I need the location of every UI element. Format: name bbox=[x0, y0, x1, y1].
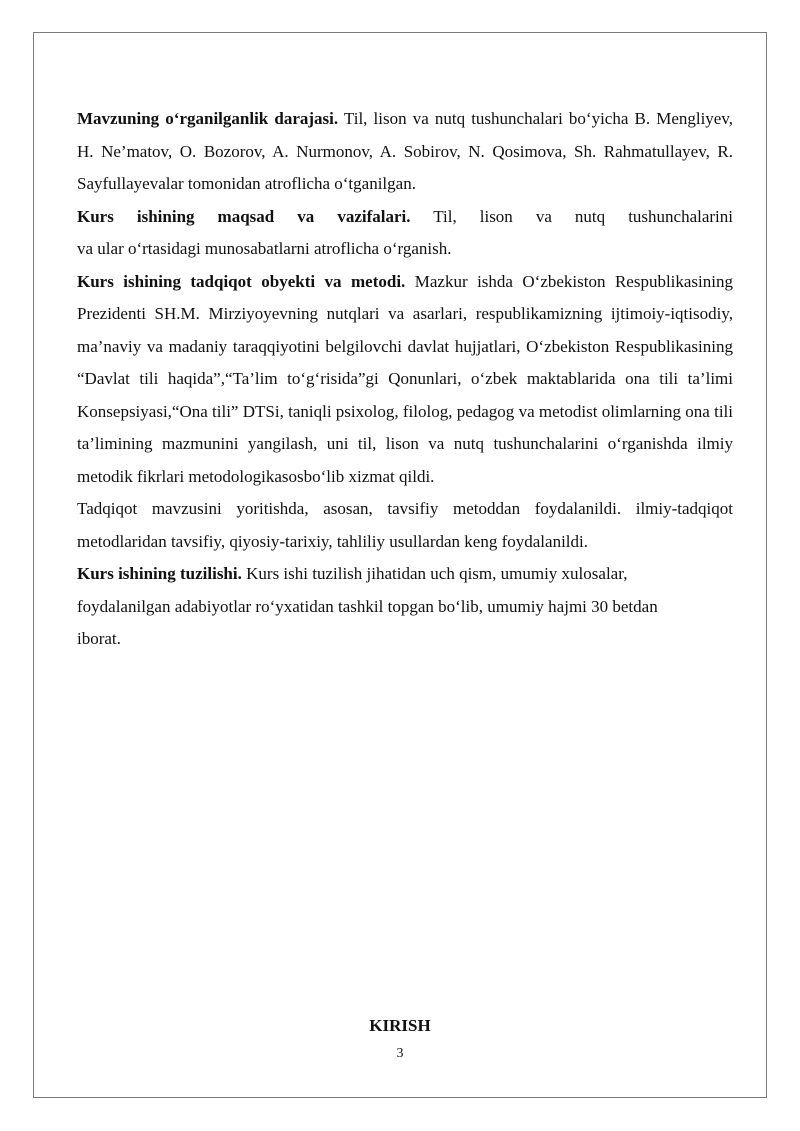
goals-paragraph-line1 bbox=[77, 201, 733, 234]
method-paragraph bbox=[77, 493, 733, 558]
page-number: 3 bbox=[396, 1046, 404, 1061]
object-paragraph bbox=[77, 266, 733, 494]
structure-paragraph-line2 bbox=[77, 591, 733, 624]
structure-text-line2: foydalanilgan adabiyotlar ro‘yxatidan tashkil topgan bo‘lib, umumiy hajmi 30 betdan bbox=[77, 596, 658, 616]
goals-text-line1: Til, lison va nutq tushunchalarini bbox=[410, 206, 733, 226]
goals-text-line2: va ular o‘rtasidagi munosabatlarni atroflicha o‘rganish. bbox=[77, 239, 452, 258]
method-text: Tadqiqot mavzusini yoritishda, asosan, tavsifiy metoddan foydalanildi. ilmiy-tadqiqot metodlaridan tavsifiy, qiyosiy-tarixiy, tahliliy usullardan keng foydalanildi. bbox=[77, 499, 733, 551]
goals-heading: Kurs ishining maqsad va vazifalari. bbox=[77, 206, 411, 226]
structure-text-line3: iborat. bbox=[77, 629, 121, 648]
structure-text-line1: Kurs ishi tuzilish jihatidan uch qism, umumiy xulosalar, bbox=[241, 564, 628, 583]
structure-heading: Kurs ishining tuzilishi. bbox=[77, 564, 242, 583]
degree-heading: Mavzuning o‘rganilganlik darajasi. bbox=[77, 109, 339, 128]
structure-paragraph-line1 bbox=[77, 558, 733, 591]
degree-paragraph bbox=[77, 103, 733, 201]
goals-paragraph-line2 bbox=[77, 233, 733, 266]
structure-paragraph-line3 bbox=[77, 623, 733, 656]
object-heading: Kurs ishining tadqiqot obyekti va metodi. bbox=[77, 271, 406, 291]
section-title-kirish: KIRISH bbox=[369, 1016, 431, 1035]
document-body bbox=[77, 103, 733, 656]
object-text: Mazkur ishda O‘zbekiston Respublikasining Prezidenti SH.M. Mirziyoyevning nutqlari va asarlari, respublikamizning ijtimoiy-iqtisodiy, ma’naviy va madaniy taraqqiyotini belgilovchi davlat hujjatlari, O‘zbekiston Respublikasining “Davlat tili haqida”,“Ta’lim to‘g‘risida”gi Qonunlari, o‘zbek maktablarida ona tili ta’limi Konsepsiyasi,“Ona tili” DTSi, taniqli psixolog, filolog, pedagog va metodist olimlarning ona tili ta’limining mazmunini yangilash, uni til, lison va nutq tushunchalarini o‘rganishda ilmiy metodik fikrlari metodologikasosbo‘lib xizmat qildi. bbox=[77, 271, 733, 486]
degree-text: Til, lison va nutq tushunchalari bo‘yicha B. Mengliyev, H. Ne’matov, O. Bozorov, A. Nurmonov, A. Sobirov, N. Qosimova, Sh. Rahmatullayev, R. Sayfullayevalar tomonidan atroflicha o‘tganilgan. bbox=[77, 109, 734, 193]
